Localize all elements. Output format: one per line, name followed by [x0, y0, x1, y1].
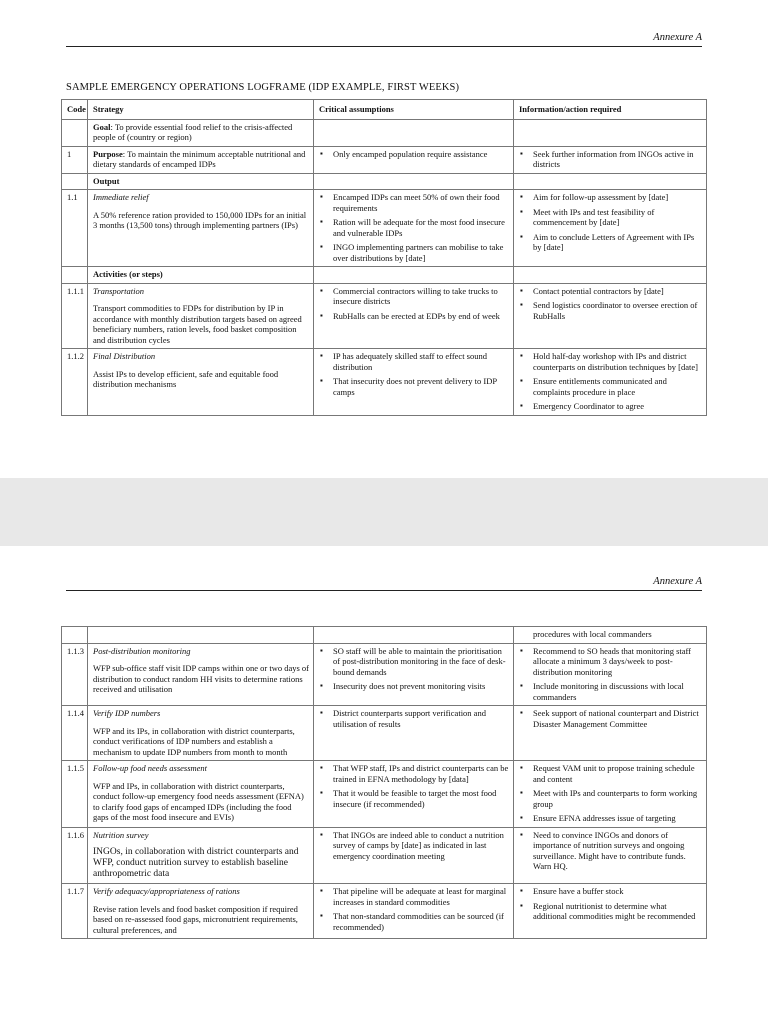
goal-text: : To provide essential food relief to the crisis-affected people of (country or region): [93, 121, 293, 142]
list-item: ▪ Emergency Coordinator to agree: [519, 401, 702, 412]
purpose-label: Purpose: [93, 148, 123, 159]
row-heading: Transportation: [93, 285, 145, 296]
table-row: [62, 267, 707, 284]
table-row: [62, 643, 707, 706]
table-row: [62, 173, 707, 190]
list-item: ▪ Aim for follow-up assessment by [date]: [519, 192, 702, 203]
list-item: ▪ That insecurity does not prevent delivery to IDP camps: [319, 376, 509, 397]
list-item: ▪ Only encamped population require assistance: [319, 149, 509, 160]
row-text: WFP and its IPs, in collaboration with district counterparts, conduct verifications of IDP numbers and establish a mechanism to update IDP numbers from month to month: [93, 725, 295, 757]
output-label: Output: [88, 173, 314, 190]
table-row: [62, 627, 707, 644]
row-text: Assist IPs to develop efficient, safe and equitable food distribution mechanisms: [93, 368, 279, 389]
list-item: ▪ Ensure EFNA addresses issue of targeting: [519, 813, 702, 824]
list-item: ▪ Insecurity does not prevent monitoring visits: [319, 681, 509, 692]
list-item: ▪ Ensure have a buffer stock: [519, 886, 702, 897]
row-code: 1.1.3: [62, 643, 88, 706]
header-info: Information/action required: [514, 100, 707, 120]
list-item: ▪ Meet with IPs and counterparts to form working group: [519, 788, 702, 809]
list-item: ▪ IP has adequately skilled staff to effect sound distribution: [319, 351, 509, 372]
row-code: 1.1.1: [62, 283, 88, 349]
row-heading: Verify adequacy/appropriateness of rations: [93, 886, 240, 896]
document-title: SAMPLE EMERGENCY OPERATIONS LOGFRAME (IDP EXAMPLE, FIRST WEEKS): [66, 82, 460, 93]
list-item: ▪ That INGOs are indeed able to conduct a nutrition survey of camps by [date] as indicated in last emergency coordination meeting: [319, 830, 509, 862]
list-item: ▪ Encamped IDPs can meet 50% of own their food requirements: [319, 192, 509, 213]
list-item: ▪ Need to convince INGOs and donors of importance of nutrition surveys and ongoing surveillance. Might have to contribute funds. Warn HQ.: [519, 830, 702, 872]
list-item: ▪ Request VAM unit to propose training schedule and content: [519, 763, 702, 784]
row-code: 1.1.4: [62, 706, 88, 761]
row-heading: Immediate relief: [93, 192, 149, 202]
list-item: ▪ SO staff will be able to maintain the prioritisation of post-distribution monitoring in the face of desk-bound demands: [319, 646, 509, 678]
row-text: WFP and IPs, in collaboration with district counterparts, conduct follow-up emergency food needs assessment (EFNA) to clarify food gaps of encamped IDPs (including the food gaps of the most food insecure and EVIs): [93, 780, 304, 822]
document-page-2: [0, 546, 768, 1024]
row-code: 1.1.5: [62, 761, 88, 828]
row-code: 1.1.2: [62, 349, 88, 416]
list-item: ▪ Ensure entitlements communicated and complaints procedure in place: [519, 376, 702, 397]
table-row: [62, 190, 707, 267]
row-code: 1.1.6: [62, 827, 88, 884]
row-text: WFP sub-office staff visit IDP camps within one or two days of distribution to conduct random HH visits to determine rations received and utilisation: [93, 663, 310, 694]
header-assumptions: Critical assumptions: [314, 100, 514, 120]
row-heading: Nutrition survey: [93, 829, 149, 840]
purpose-cell: [88, 146, 314, 173]
list-item: ▪ Commercial contractors willing to take trucks to insecure districts: [319, 286, 509, 307]
table-row: [62, 827, 707, 884]
list-item: ▪ That it would be feasible to target the most food insecure (if recommended): [319, 788, 509, 809]
purpose-text: : To maintain the minimum acceptable nutritional and dietary standards of encamped IDPs: [93, 148, 306, 169]
list-item: ▪ Hold half-day workshop with IPs and district counterparts on distribution techniques by [date]: [519, 351, 702, 372]
list-item: ▪ Recommend to SO heads that monitoring staff allocate a minimum 3 days/week to post-distribution monitoring: [519, 646, 702, 678]
list-item: ▪ District counterparts support verification and utilisation of results: [319, 708, 509, 729]
table-row: [62, 884, 707, 939]
list-item: ▪ Include monitoring in discussions with local commanders: [519, 681, 702, 702]
row-text: Transport commodities to FDPs for distribution by IP in accordance with monthly distribution targets based on agreed beneficiary numbers, ration levels, food basket composition and distribution cycles: [93, 303, 302, 345]
table-row: [62, 146, 707, 173]
logframe-table-continued: [61, 626, 707, 939]
list-item: ▪ Send logistics coordinator to oversee erection of RubHalls: [519, 300, 702, 321]
table-row: [62, 349, 707, 416]
list-item: ▪ Meet with IPs and test feasibility of commencement by [date]: [519, 207, 702, 228]
continued-text: procedures with local commanders: [514, 627, 707, 644]
table-row: [62, 706, 707, 761]
list-item: ▪ Ration will be adequate for the most food insecure and vulnerable IDPs: [319, 217, 509, 238]
row-code: 1.1: [62, 190, 88, 267]
list-item: ▪ Regional nutritionist to determine what additional commodities might be recommended: [519, 901, 702, 922]
row-text: INGOs, in collaboration with district counterparts and WFP, conduct nutrition survey to establish baseline anthropometric data: [93, 847, 299, 879]
row-heading: Post-distribution monitoring: [93, 645, 191, 656]
row-text: Revise ration levels and food basket composition if required based on re-assessed food gaps, micronutrient requirements, cultural preferences, and: [93, 903, 298, 935]
header-code: Code: [62, 100, 88, 120]
header-strategy: Strategy: [88, 100, 314, 120]
logframe-table: [61, 99, 707, 416]
row-heading: Follow-up food needs assessment: [93, 763, 208, 773]
row-heading: Verify IDP numbers: [93, 708, 161, 718]
list-item: ▪ Contact potential contractors by [date]: [519, 286, 702, 297]
table-row: [62, 761, 707, 828]
goal-cell: [88, 119, 314, 146]
row-code: 1.1.7: [62, 884, 88, 939]
goal-label: Goal: [93, 121, 111, 132]
row-code: 1: [62, 146, 88, 173]
list-item: ▪ Seek further information from INGOs active in districts: [519, 149, 702, 170]
header-rule: [66, 590, 702, 591]
row-heading: Final Distribution: [93, 351, 156, 361]
annexure-label: Annexure A: [653, 576, 702, 587]
table-row: [62, 119, 707, 146]
list-item: ▪ RubHalls can be erected at EDPs by end of week: [319, 311, 509, 322]
row-text: A 50% reference ration provided to 150,000 IDPs for an initial 3 months (13,500 tons) through implementing partners (IPs): [93, 209, 307, 230]
list-item: ▪ That WFP staff, IPs and district counterparts can be trained in EFNA methodology by [data]: [319, 763, 509, 784]
activities-label: Activities (or steps): [88, 267, 314, 284]
table-row: [62, 283, 707, 349]
list-item: ▪ That pipeline will be adequate at least for marginal increases in standard commodities: [319, 886, 509, 907]
annexure-label: Annexure A: [653, 32, 702, 43]
list-item: ▪ INGO implementing partners can mobilise to take over distributions by [date]: [319, 242, 509, 263]
header-rule: [66, 46, 702, 47]
list-item: ▪ Seek support of national counterpart and District Disaster Management Committee: [519, 708, 702, 729]
list-item: ▪ Aim to conclude Letters of Agreement with IPs by [date]: [519, 232, 702, 253]
document-page-1: [0, 0, 768, 478]
table-header-row: [62, 100, 707, 120]
list-item: ▪ That non-standard commodities can be sourced (if recommended): [319, 911, 509, 932]
